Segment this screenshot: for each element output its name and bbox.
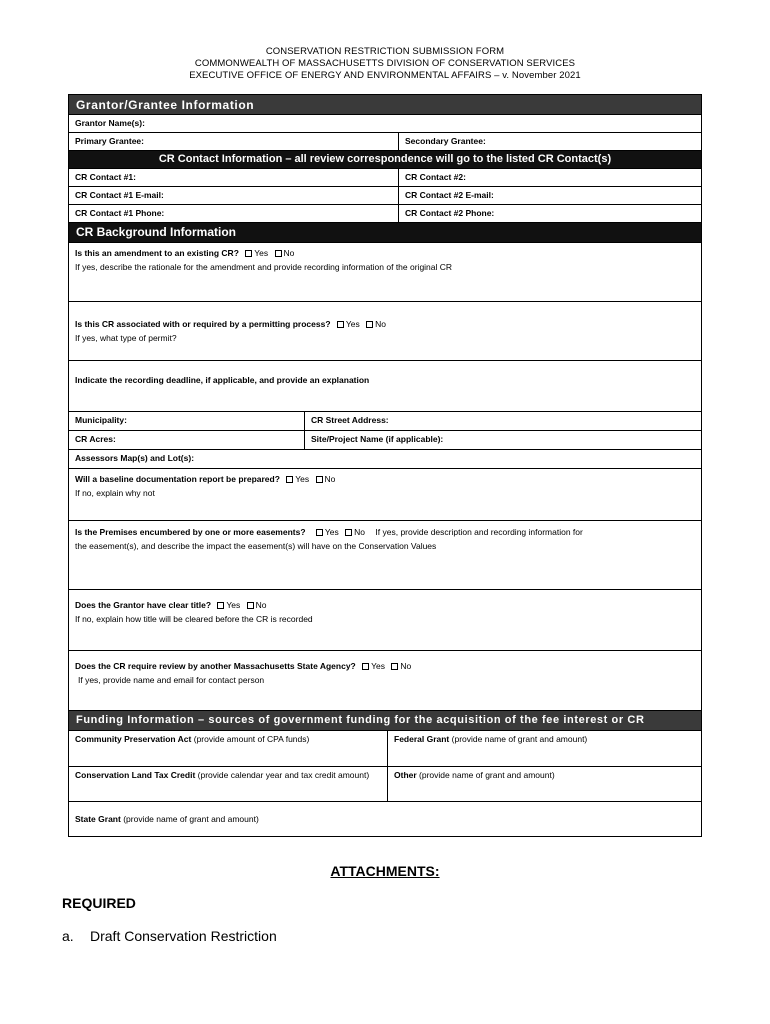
secondary-grantee-field[interactable]: Secondary Grantee: bbox=[398, 133, 701, 150]
baseline-question-block bbox=[68, 469, 702, 521]
background-section-title: CR Background Information bbox=[76, 225, 237, 239]
primary-grantee-field[interactable]: Primary Grantee: bbox=[75, 136, 144, 146]
required-heading: REQUIRED bbox=[62, 895, 136, 911]
state-grant-note: (provide name of grant and amount) bbox=[123, 814, 259, 824]
clear-title-subtext: If no, explain how title will be cleared before the CR is recorded bbox=[75, 614, 313, 624]
easement-no-checkbox[interactable] bbox=[345, 529, 352, 536]
cr-contact-1-email-field[interactable]: CR Contact #1 E-mail: bbox=[75, 190, 164, 200]
other-funding-note: (provide name of grant and amount) bbox=[419, 770, 555, 780]
easement-yes-checkbox[interactable] bbox=[316, 529, 323, 536]
item-letter: a. bbox=[62, 928, 74, 944]
yes-label: Yes bbox=[324, 527, 339, 537]
cpa-note: (provide amount of CPA funds) bbox=[193, 734, 310, 744]
baseline-no-checkbox[interactable] bbox=[316, 476, 323, 483]
funding-section-header bbox=[68, 711, 702, 731]
funding-section-title: Funding Information – sources of government funding for the acquisition of the fee interest or CR bbox=[76, 714, 645, 726]
federal-grant-field[interactable] bbox=[387, 731, 701, 766]
yes-label: Yes bbox=[345, 319, 360, 329]
cltc-note: (provide calendar year and tax credit amount) bbox=[197, 770, 370, 780]
header-line-1: CONSERVATION RESTRICTION SUBMISSION FORM bbox=[265, 46, 505, 57]
grantor-names-field[interactable]: Grantor Name(s): bbox=[75, 118, 145, 128]
cr-contact-2-email-field[interactable]: CR Contact #2 E-mail: bbox=[398, 187, 701, 204]
cpa-field[interactable] bbox=[69, 731, 387, 766]
header-line-3: EXECUTIVE OFFICE OF ENERGY AND ENVIRONMENTAL AFFAIRS – v. November 2021 bbox=[189, 70, 581, 81]
submission-form bbox=[68, 94, 702, 837]
cltc-label: Conservation Land Tax Credit bbox=[75, 770, 196, 780]
yes-label: Yes bbox=[254, 248, 269, 258]
background-section-header bbox=[68, 223, 702, 243]
site-project-name-field[interactable]: Site/Project Name (if applicable): bbox=[304, 431, 701, 449]
baseline-yes-checkbox[interactable] bbox=[286, 476, 293, 483]
grantor-section-title: Grantor/Grantee Information bbox=[76, 98, 255, 112]
yes-label: Yes bbox=[371, 661, 385, 671]
baseline-question: Will a baseline documentation report be prepared? bbox=[75, 474, 280, 484]
federal-grant-label: Federal Grant bbox=[394, 734, 450, 744]
amendment-yes-checkbox[interactable] bbox=[245, 250, 252, 257]
easement-inline-note: If yes, provide description and recording information for bbox=[375, 527, 583, 537]
deadline-question: Indicate the recording deadline, if applicable, and provide an explanation bbox=[75, 375, 370, 385]
easement-question: Is the Premises encumbered by one or more easements? bbox=[75, 527, 306, 537]
title-no-checkbox[interactable] bbox=[247, 602, 254, 609]
municipality-field[interactable]: Municipality: bbox=[75, 415, 127, 425]
no-label: No bbox=[375, 319, 387, 329]
cr-contact-1-field[interactable]: CR Contact #1: bbox=[75, 172, 136, 182]
header-line-2: COMMONWEALTH OF MASSACHUSETTS DIVISION OF CONSERVATION SERVICES bbox=[194, 58, 576, 69]
no-label: No bbox=[324, 474, 336, 484]
attachment-item-a bbox=[62, 928, 277, 944]
permit-no-checkbox[interactable] bbox=[366, 321, 373, 328]
agency-no-checkbox[interactable] bbox=[391, 663, 398, 670]
agency-yes-checkbox[interactable] bbox=[362, 663, 369, 670]
contact-section-title: CR Contact Information – all review correspondence will go to the listed CR Contact(s) bbox=[158, 153, 612, 165]
no-label: No bbox=[255, 600, 267, 610]
cr-street-address-field[interactable]: CR Street Address: bbox=[304, 412, 701, 430]
grantor-section-header bbox=[68, 94, 702, 115]
amendment-no-checkbox[interactable] bbox=[275, 250, 282, 257]
deadline-question-block[interactable] bbox=[68, 361, 702, 412]
permit-question-block bbox=[68, 302, 702, 361]
amendment-question: Is this an amendment to an existing CR? bbox=[75, 248, 239, 258]
state-grant-field[interactable] bbox=[69, 802, 701, 836]
permit-yes-checkbox[interactable] bbox=[337, 321, 344, 328]
permit-question: Is this CR associated with or required by a permitting process? bbox=[75, 319, 331, 329]
other-funding-field[interactable] bbox=[387, 767, 701, 801]
cltc-field[interactable] bbox=[69, 767, 387, 801]
cr-contact-2-field[interactable]: CR Contact #2: bbox=[398, 169, 701, 186]
title-question-block bbox=[68, 590, 702, 651]
no-label: No bbox=[283, 248, 295, 258]
other-funding-label: Other bbox=[394, 770, 417, 780]
no-label: No bbox=[354, 527, 366, 537]
cpa-label: Community Preservation Act bbox=[75, 734, 192, 744]
clear-title-question: Does the Grantor have clear title? bbox=[75, 600, 212, 610]
state-agency-question: Does the CR require review by another Massachusetts State Agency? bbox=[75, 661, 356, 671]
federal-grant-note: (provide name of grant and amount) bbox=[451, 734, 588, 744]
baseline-subtext: If no, explain why not bbox=[75, 488, 155, 498]
state-grant-label: State Grant bbox=[75, 814, 121, 824]
yes-label: Yes bbox=[295, 474, 310, 484]
no-label: No bbox=[400, 661, 412, 671]
permit-subtext: If yes, what type of permit? bbox=[75, 333, 177, 343]
easement-question-block bbox=[68, 521, 702, 590]
form-header bbox=[0, 46, 770, 82]
assessors-map-lot-field[interactable]: Assessors Map(s) and Lot(s): bbox=[75, 453, 195, 463]
easement-subtext: the easement(s), and describe the impact the easement(s) will have on the Conservation Values bbox=[75, 541, 437, 551]
attachments-heading: ATTACHMENTS: bbox=[330, 863, 440, 879]
title-yes-checkbox[interactable] bbox=[217, 602, 224, 609]
cr-contact-2-phone-field[interactable]: CR Contact #2 Phone: bbox=[398, 205, 701, 222]
amendment-subtext: If yes, describe the rationale for the amendment and provide recording information of the original CR bbox=[75, 262, 453, 272]
amendment-question-block bbox=[68, 243, 702, 302]
contact-section-header bbox=[68, 151, 702, 169]
state-agency-subtext: If yes, provide name and email for contact person bbox=[78, 675, 265, 685]
yes-label: Yes bbox=[226, 600, 241, 610]
item-text: Draft Conservation Restriction bbox=[90, 928, 277, 944]
cr-contact-1-phone-field[interactable]: CR Contact #1 Phone: bbox=[75, 208, 165, 218]
cr-acres-field[interactable]: CR Acres: bbox=[75, 434, 116, 444]
agency-question-block bbox=[68, 651, 702, 711]
